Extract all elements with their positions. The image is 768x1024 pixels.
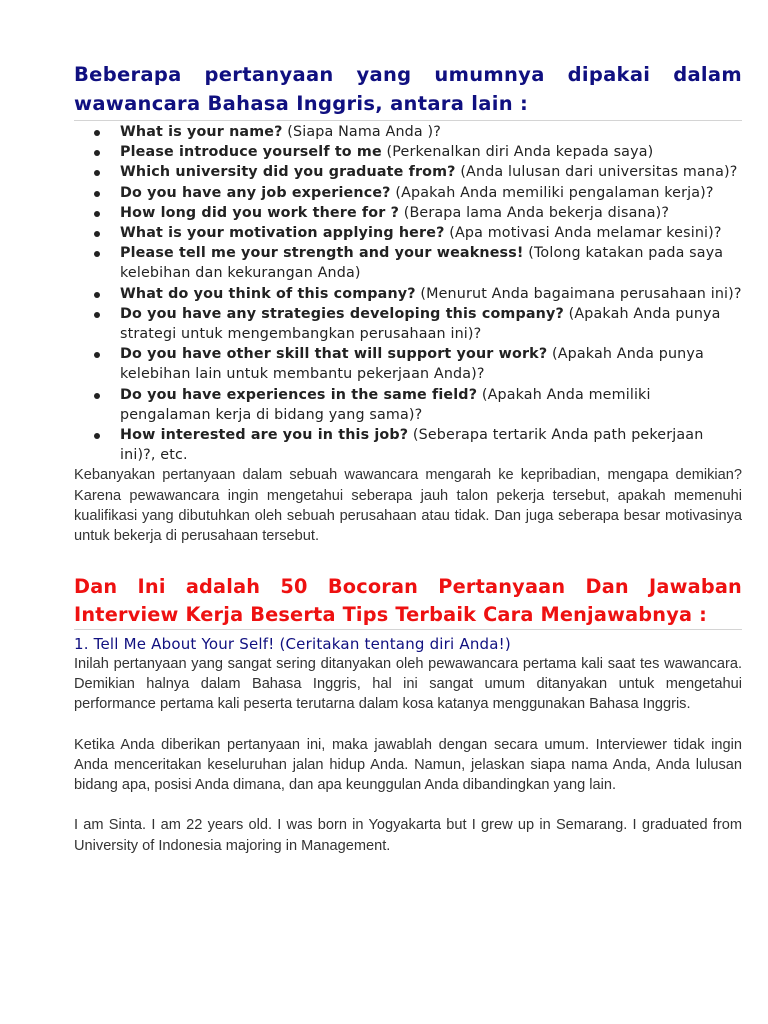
list-item: Do you have other skill that will support your work? (Apakah Anda punya kelebihan lain untuk membantu pekerjaan Anda)? bbox=[120, 344, 742, 384]
list-item: Please introduce yourself to me (Perkenalkan diri Anda kepada saya) bbox=[120, 142, 742, 162]
list-item: Do you have experiences in the same field? (Apakah Anda memiliki pengalaman kerja di bidang yang sama)? bbox=[120, 385, 742, 425]
bullet-icon bbox=[94, 352, 100, 358]
section-1-title: 1. Tell Me About Your Self! (Ceritakan tentang diri Anda!) bbox=[74, 634, 511, 653]
main-heading: Dan Ini adalah 50 Bocoran Pertanyaan Dan Jawaban Interview Kerja Beserta Tips Terbaik Cara Menjawabnya : bbox=[74, 574, 742, 626]
bullet-icon bbox=[94, 433, 100, 439]
bullet-icon bbox=[94, 292, 100, 298]
bullet-icon bbox=[94, 393, 100, 399]
bullet-icon bbox=[94, 211, 100, 217]
section-1-header bbox=[74, 629, 742, 654]
section-1-paragraph: Ketika Anda diberikan pertanyaan ini, maka jawablah dengan secara umum. Interviewer tidak ingin Anda menceritakan keseluruhan jalan hidup Anda. Namun, jelaskan siapa nama Anda, Anda lulusan bidang apa, posisi Anda dimana, dan apa keunggulan Anda dibandingkan yang lain. bbox=[74, 736, 742, 794]
bullet-icon bbox=[94, 170, 100, 176]
bullet-icon bbox=[94, 150, 100, 156]
bullet-icon bbox=[94, 130, 100, 136]
bullet-icon bbox=[94, 191, 100, 197]
list-item: What is your name? (Siapa Nama Anda )? bbox=[120, 122, 742, 142]
list-item: How interested are you in this job? (Seberapa tertarik Anda path pekerjaan ini)?, etc. bbox=[120, 425, 742, 465]
intro-heading: Beberapa pertanyaan yang umumnya dipakai dalam wawancara Bahasa Inggris, antara lain : bbox=[74, 63, 742, 115]
bullet-icon bbox=[94, 231, 100, 237]
list-item: What is your motivation applying here? (Apa motivasi Anda melamar kesini)? bbox=[120, 223, 742, 243]
section-1-answer-example: I am Sinta. I am 22 years old. I was born in Yogyakarta but I grew up in Semarang. I graduated from University of Indonesia majoring in Management. bbox=[74, 817, 742, 854]
summary-paragraph: Kebanyakan pertanyaan dalam sebuah wawancara mengarah ke kepribadian, mengapa demikian? Karena pewawancara ingin mengetahui seberapa jauh talon pekerja tersebut, apakah memenuhi kualifikasi yang dibutuhkan oleh sebuah perusahaan atau tidak. Dan juga seberapa besar motivasinya untuk bekerja di perusahaan tersebut. bbox=[74, 467, 742, 545]
list-item: How long did you work there for ? (Berapa lama Anda bekerja disana)? bbox=[120, 203, 742, 223]
list-item: Do you have any job experience? (Apakah Anda memiliki pengalaman kerja)? bbox=[120, 183, 742, 203]
bullet-icon bbox=[94, 312, 100, 318]
section-1-paragraph: Inilah pertanyaan yang sangat sering ditanyakan oleh pewawancara pertama kali saat tes wawancara. Demikian halnya dalam Bahasa Inggris, hal ini sangat umum ditanyakan untuk mengetahui performance pertama kali peserta terutarna dalam kosa katanya menggunakan Bahasa Inggris. bbox=[74, 655, 742, 713]
list-item: What do you think of this company? (Menurut Anda bagaimana perusahaan ini)? bbox=[120, 284, 742, 304]
bullet-icon bbox=[94, 251, 100, 257]
list-item: Do you have any strategies developing this company? (Apakah Anda punya strategi untuk mengembangkan perusahaan ini)? bbox=[120, 304, 742, 344]
list-item: Which university did you graduate from? (Anda lulusan dari universitas mana)? bbox=[120, 162, 742, 182]
list-item: Please tell me your strength and your weakness! (Tolong katakan pada saya kelebihan dan kekurangan Anda) bbox=[120, 243, 742, 283]
interview-question-list bbox=[74, 122, 742, 465]
divider bbox=[74, 120, 742, 121]
